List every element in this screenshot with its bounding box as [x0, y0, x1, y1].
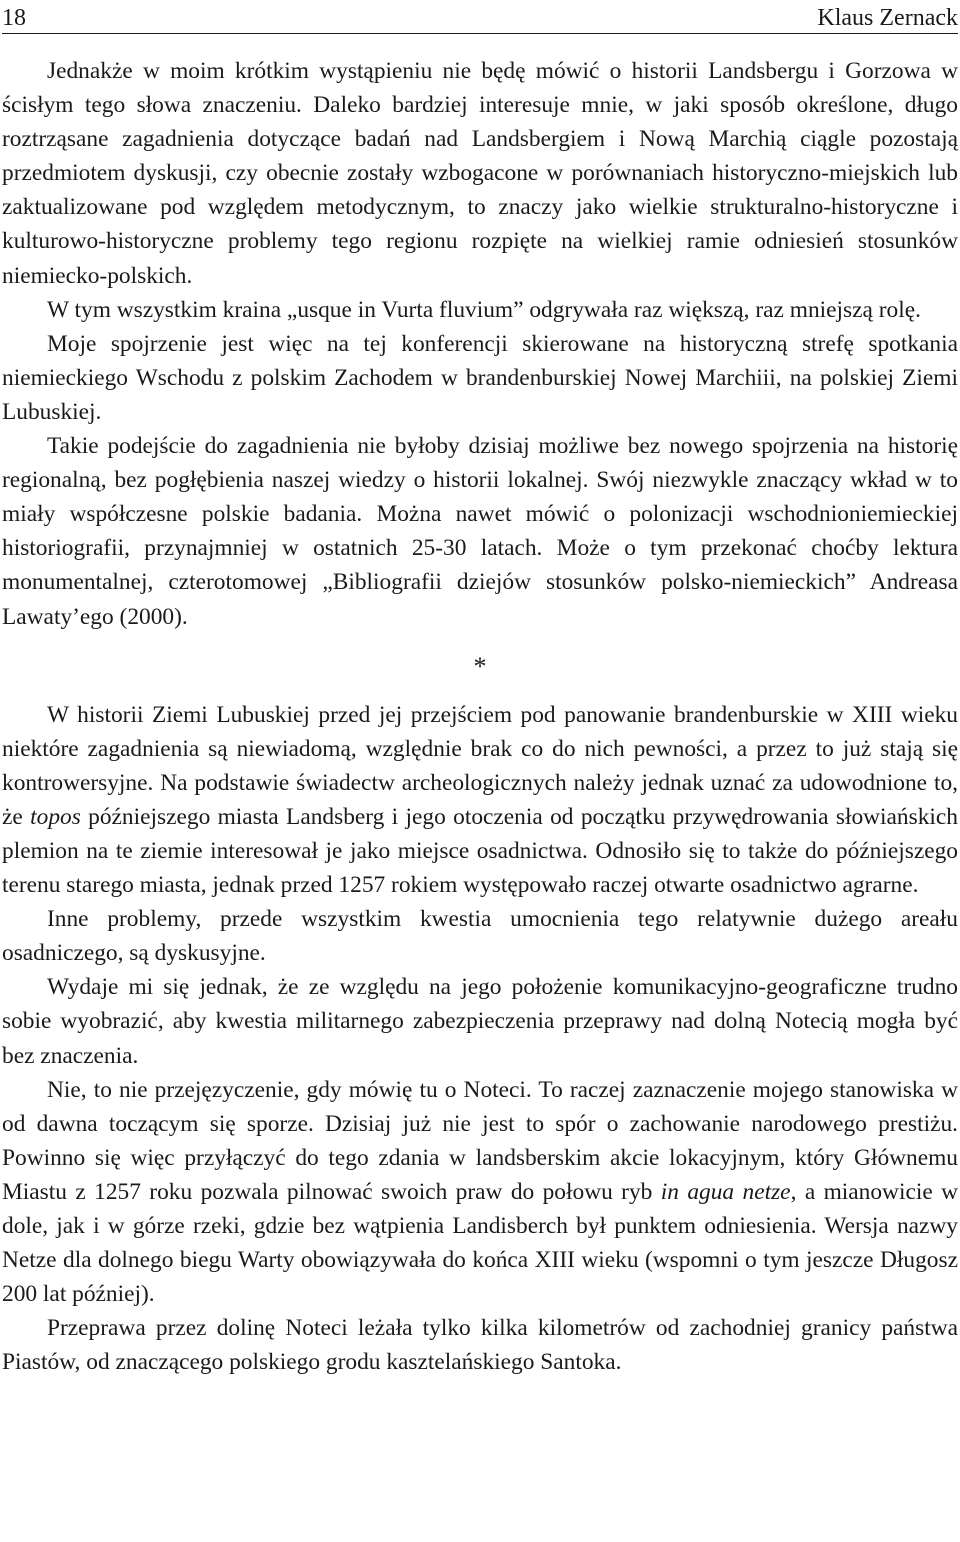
paragraph	[2, 970, 958, 1072]
paragraph-text: Wydaje mi się jednak, że ze względu na jego położenie komunikacyjno-geograficzne trudno sobie wyobrazić, aby kwestia militarnego zabezpieczenia przeprawy nad dolną Notecią mogła być bez znaczenia.	[2, 974, 958, 1069]
paragraph	[2, 54, 958, 293]
paragraph	[2, 1311, 958, 1379]
section-one	[2, 54, 958, 634]
paragraph-text: Takie podejście do zagadnienia nie byłoby dzisiaj możliwe bez nowego spojrzenia na historię regionalną, bez pogłębienia naszej wiedzy o historii lokalnej. Swój niezwykle znaczący wkład w to miały współczesne polskie badania. Można nawet mówić o polonizacji wschodnioniemieckiej historiografii, przynajmniej w ostatnich 25-30 latach. Może o tym przekonać choćby lektura monumentalnej, czterotomowej „Bibliografii dziejów stosunków polsko-niemieckich” Andreasa Lawaty’ego (2000).	[2, 433, 958, 630]
running-header	[2, 0, 958, 34]
paragraph	[2, 429, 958, 634]
paragraph	[2, 902, 958, 970]
paragraph-text: Jednakże w moim krótkim wystąpieniu nie będę mówić o historii Landsbergu i Gorzowa w ścisłym tego słowa znaczeniu. Daleko bardziej interesuje mnie, w jaki sposób określone, długo roztrząsane zagadnienia dotyczące badań nad Landsbergiem i Nową Marchią ciągle pozostają przedmiotem dyskusji, czy obecnie zostały wzbogacone w porównaniach historyczno-miejskich lub zaktualizowane pod względem metodycznym, to znaczy jako wielkie strukturalno-historyczne i kulturowo-historyczne problemy tego regionu rozpięte na wielkiej ramie odniesień stosunków niemiecko-polskich.	[2, 58, 958, 289]
paragraph-text: Przeprawa przez dolinę Noteci leżała tylko kilka kilometrów od zachodniej granicy państwa Piastów, od znaczącego polskiego grodu kasztelańskiego Santoka.	[2, 1315, 958, 1376]
paragraph-text: Nie, to nie przejęzyczenie, gdy mówię tu o Noteci. To raczej zaznaczenie mojego stanowiska w od dawna toczącym się sporze. Dzisiaj już nie jest to spór o zachowanie narodowego prestiżu. Powinno się więc przyłączyć do tego zdania w landsberskim akcie lokacyjnym, który Głównemu Miastu z 1257 roku pozwala pilnować swoich praw do połowu ryb	[2, 1076, 958, 1205]
page-number: 18	[2, 5, 26, 31]
paragraph-text: W historii Ziemi Lubuskiej przed jej przejściem pod panowanie brandenburskie w XIII wieku niektóre zagadnienia są niewiadomą, względnie brak co do nich pewności, a przez to już stają się kontrowersyjne. Na podstawie świadectw archeologicznych należy jednak uznać za udowodnione to, że	[2, 701, 958, 830]
paragraph	[2, 698, 958, 903]
italic-term: in agua netze	[660, 1178, 791, 1205]
paragraph	[2, 293, 958, 327]
paragraph	[2, 1073, 958, 1312]
paragraph-text: Inne problemy, przede wszystkim kwestia umocnienia tego relatywnie dużego areału osadniczego, są dyskusyjne.	[2, 906, 958, 967]
paragraph	[2, 327, 958, 429]
section-two	[2, 698, 958, 1380]
paragraph-text: Moje spojrzenie jest więc na tej konferencji skierowane na historyczną strefę spotkania niemieckiego Wschodu z polskim Zachodem w brandenburskiej Nowej Marchiii, na polskiej Ziemi Lubuskiej.	[2, 330, 958, 425]
paragraph-text: , a mianowicie w dole, jak i w górze rzeki, gdzie bez wątpienia Landisberch był punktem odniesienia. Wersja nazwy Netze dla dolnego biegu Warty obowiązywała do końca XIII wieku (wspomni o tym jeszcze Długosz 200 lat później).	[2, 1178, 958, 1308]
paragraph-text: W tym wszystkim kraina „usque in Vurta fluvium” odgrywała raz większą, raz mniejszą rolę.	[47, 296, 921, 323]
paragraph-text: późniejszego miasta Landsberg i jego otoczenia od początku przywędrowania słowiańskich plemion na te ziemie interesował je jako miejsce osadnictwa. Odnosiło się to także do późniejszego terenu starego miasta, jednak przed 1257 rokiem występowało raczej otwarte osadnictwo agrarne.	[2, 803, 958, 899]
body-text	[2, 54, 958, 1379]
running-head-author: Klaus Zernack	[817, 5, 958, 31]
italic-term: topos	[30, 803, 81, 830]
section-separator: *	[473, 651, 487, 681]
